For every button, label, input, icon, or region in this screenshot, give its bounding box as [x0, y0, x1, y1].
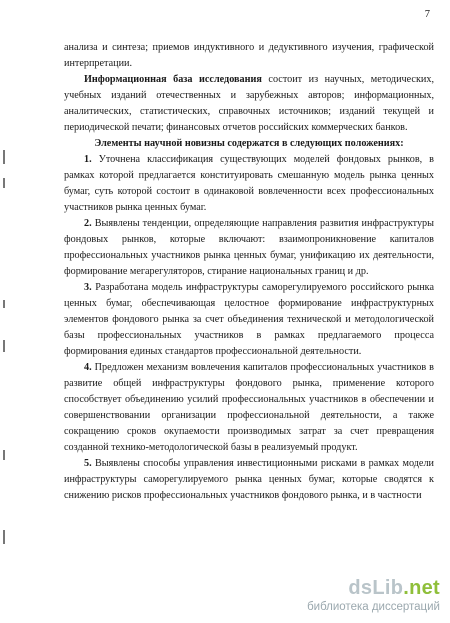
- watermark-subtitle: библиотека диссертаций: [307, 601, 440, 613]
- item-text: Разработана модель инфраструктуры саморегулируемого российского рынка ценных бумаг, обеспечивающая целостное формирование инфраструктурных элементов фондового рынка за счет объединения технической и методологической базы профессиональных участников в рамках предлагаемого процесса формирования единых стандартов профессиональной деятельности.: [64, 282, 434, 357]
- novelty-item-5: [64, 456, 434, 504]
- novelty-item-1: [64, 152, 434, 216]
- novelty-item-4: [64, 360, 434, 456]
- item-number: 1.: [84, 154, 92, 165]
- novelty-item-3: [64, 280, 434, 360]
- information-base-text: состоит из научных, методических, учебных изданий отечественных и зарубежных авторов; информационных, аналитических, статистических, справочных источников; изданий текущей и периодической печати; финансовых отчетов российских коммерческих банков.: [64, 74, 434, 133]
- watermark-logo[interactable]: [290, 577, 440, 617]
- item-number: 3.: [84, 282, 92, 293]
- information-base-lead: Информационная база исследования: [84, 74, 262, 85]
- page-number: 7: [424, 9, 430, 20]
- scan-margin-marks: [3, 150, 9, 570]
- novelty-item-2: [64, 216, 434, 280]
- novelty-heading: Элементы научной новизны содержатся в следующих положениях:: [94, 138, 404, 149]
- item-text: Выявлены способы управления инвестиционными рисками в рамках модели инфраструктуры саморегулируемого рынка ценных бумаг, которые сводятся к снижению рисков профессиональных участников фондового рынка, и в частности: [64, 458, 434, 501]
- item-text: Предложен механизм вовлечения капиталов профессиональных участников в развитие общей инфраструктуры фондового рынка, применение которого способствует объединению усилий профессиональных участников в обеспечении и совершенствовании организации профессиональной деятельности, а также сокращению сроков окупаемости производимых затрат за счет превращения созданной технико-методологической базы в реализуемый продукт.: [64, 362, 434, 453]
- item-number: 4.: [84, 362, 92, 373]
- paragraph-information-base: [64, 72, 434, 136]
- document-body: [64, 40, 434, 504]
- item-text: Уточнена классификация существующих моделей фондовых рынков, в рамках которой предлагается конституировать смешанную модель рынка ценных бумаг, суть которой состоит в одинаковой вовлеченности всех профессиональных участников рынка ценных бумаг.: [64, 154, 434, 213]
- item-number: 2.: [84, 218, 92, 229]
- watermark-logo-text: dsLib.net: [348, 577, 440, 599]
- item-text: Выявлены тенденции, определяющие направления развития инфраструктуры фондовых рынков, которые включают: взаимопроникновение капиталов профессиональных участников рынка ценных бумаг, унификацию их деятельности, формирование мегарегуляторов, стирание национальных границ и др.: [64, 218, 434, 277]
- item-number: 5.: [84, 458, 92, 469]
- paragraph-methods: анализа и синтеза; приемов индуктивного и дедуктивного изучения, графической интерпретации.: [64, 42, 434, 69]
